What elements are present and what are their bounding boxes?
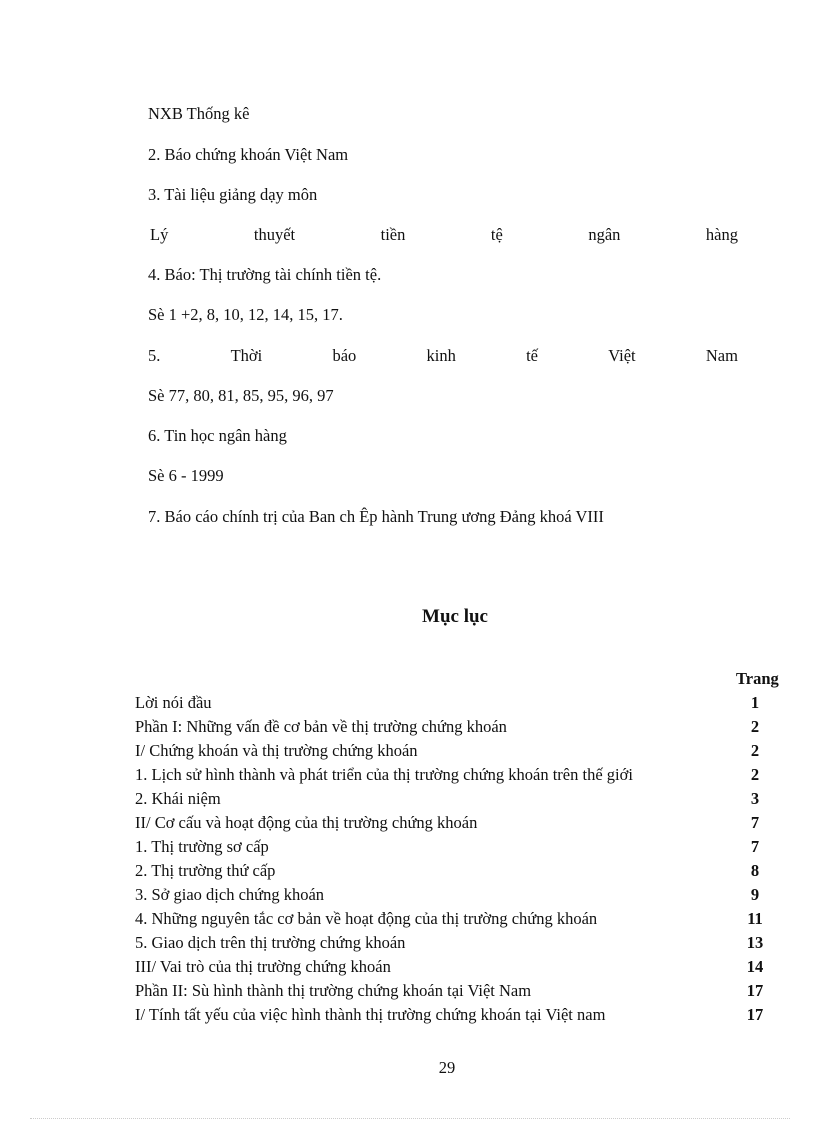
- justified-word: ngân: [588, 225, 621, 244]
- justified-word: thuyết: [253, 225, 296, 244]
- toc-entry-page: 2: [750, 717, 760, 736]
- toc-entry-page: 17: [746, 1005, 764, 1024]
- toc-title: Mục lục: [422, 606, 488, 627]
- reference-5: [148, 346, 738, 366]
- toc-entry: [135, 885, 775, 909]
- toc-entry: [135, 837, 775, 861]
- justified-word: Nam: [705, 346, 738, 365]
- toc-entry-page: 7: [750, 837, 760, 856]
- toc-entry-text: Lời nói đầu: [135, 693, 212, 712]
- table-of-contents: [135, 693, 775, 1029]
- toc-entry-text: III/ Vai trò của thị trường chứng khoán: [135, 957, 391, 976]
- toc-entry: [135, 981, 775, 1005]
- toc-entry: [135, 957, 775, 981]
- toc-entry-page: 17: [746, 981, 764, 1000]
- justified-word: Thời: [230, 346, 263, 365]
- page-number: 29: [438, 1058, 456, 1077]
- page-bottom-rule: [30, 1118, 790, 1119]
- toc-entry: [135, 1005, 775, 1029]
- justified-word: Việt: [608, 346, 636, 365]
- toc-entry-text: 1. Thị trường sơ cấp: [135, 837, 269, 856]
- justified-word: tệ: [490, 225, 503, 244]
- toc-entry-text: Phần II: Sù hình thành thị trường chứng khoán tại Việt Nam: [135, 981, 532, 1000]
- toc-entry: [135, 693, 775, 717]
- reference-5-issues: Sè 77, 80, 81, 85, 95, 96, 97: [148, 386, 334, 405]
- toc-entry-page: 3: [750, 789, 760, 808]
- justified-word: tế: [526, 346, 538, 365]
- toc-entry: [135, 765, 775, 789]
- toc-entry: [135, 909, 775, 933]
- toc-entry-page: 11: [747, 909, 763, 928]
- reference-3-subject: [150, 225, 738, 245]
- reference-4-issues: Sè 1 +2, 8, 10, 12, 14, 15, 17.: [148, 305, 343, 324]
- reference-6: 6. Tin học ngân hàng: [148, 426, 287, 445]
- toc-entry-text: 4. Những nguyên tắc cơ bản về hoạt động của thị trường chứng khoán: [135, 909, 598, 928]
- justified-word: Lý: [150, 225, 169, 244]
- reference-3: 3. Tài liệu giảng dạy môn: [148, 185, 318, 204]
- toc-entry: [135, 813, 775, 837]
- toc-entry: [135, 717, 775, 741]
- toc-entry: [135, 789, 775, 813]
- toc-entry-text: Phần I: Những vấn đề cơ bản về thị trường chứng khoán: [135, 717, 507, 736]
- toc-entry-text: 5. Giao dịch trên thị trường chứng khoán: [135, 933, 406, 952]
- toc-entry-page: 2: [750, 765, 760, 784]
- toc-entry-page: 13: [746, 933, 764, 952]
- reference-7: 7. Báo cáo chính trị của Ban ch Êp hành Trung ương Đảng khoá VIII: [148, 507, 604, 526]
- toc-entry-text: 2. Thị trường thứ cấp: [135, 861, 276, 880]
- toc-entry: [135, 861, 775, 885]
- justified-word: tiền: [380, 225, 406, 244]
- justified-word: báo: [332, 346, 357, 365]
- toc-entry-page: 7: [750, 813, 760, 832]
- reference-6-issue: Sè 6 - 1999: [148, 466, 224, 485]
- toc-entry-page: 1: [750, 693, 760, 712]
- justified-word: hàng: [705, 225, 738, 244]
- toc-entry-text: 2. Khái niệm: [135, 789, 221, 808]
- toc-entry: [135, 933, 775, 957]
- justified-word: kinh: [426, 346, 456, 365]
- toc-entry-page: 8: [750, 861, 760, 880]
- toc-entry-text: I/ Tính tất yếu của việc hình thành thị trường chứng khoán tại Việt nam: [135, 1005, 606, 1024]
- reference-4: 4. Báo: Thị trường tài chính tiền tệ.: [148, 265, 382, 284]
- toc-page-header: Trang: [736, 669, 779, 688]
- toc-entry-page: 9: [750, 885, 760, 904]
- reference-1-publisher: NXB Thống kê: [148, 104, 250, 123]
- toc-entry-text: 1. Lịch sử hình thành và phát triển của thị trường chứng khoán trên thế giới: [135, 765, 633, 784]
- toc-entry-page: 2: [750, 741, 760, 760]
- justified-word: 5.: [148, 346, 161, 365]
- toc-entry-text: I/ Chứng khoán và thị trường chứng khoán: [135, 741, 418, 760]
- toc-entry-text: II/ Cơ cấu và hoạt động của thị trường chứng khoán: [135, 813, 478, 832]
- reference-2: 2. Báo chứng khoán Việt Nam: [148, 145, 349, 164]
- toc-entry-text: 3. Sở giao dịch chứng khoán: [135, 885, 325, 904]
- toc-entry-page: 14: [746, 957, 764, 976]
- toc-entry: [135, 741, 775, 765]
